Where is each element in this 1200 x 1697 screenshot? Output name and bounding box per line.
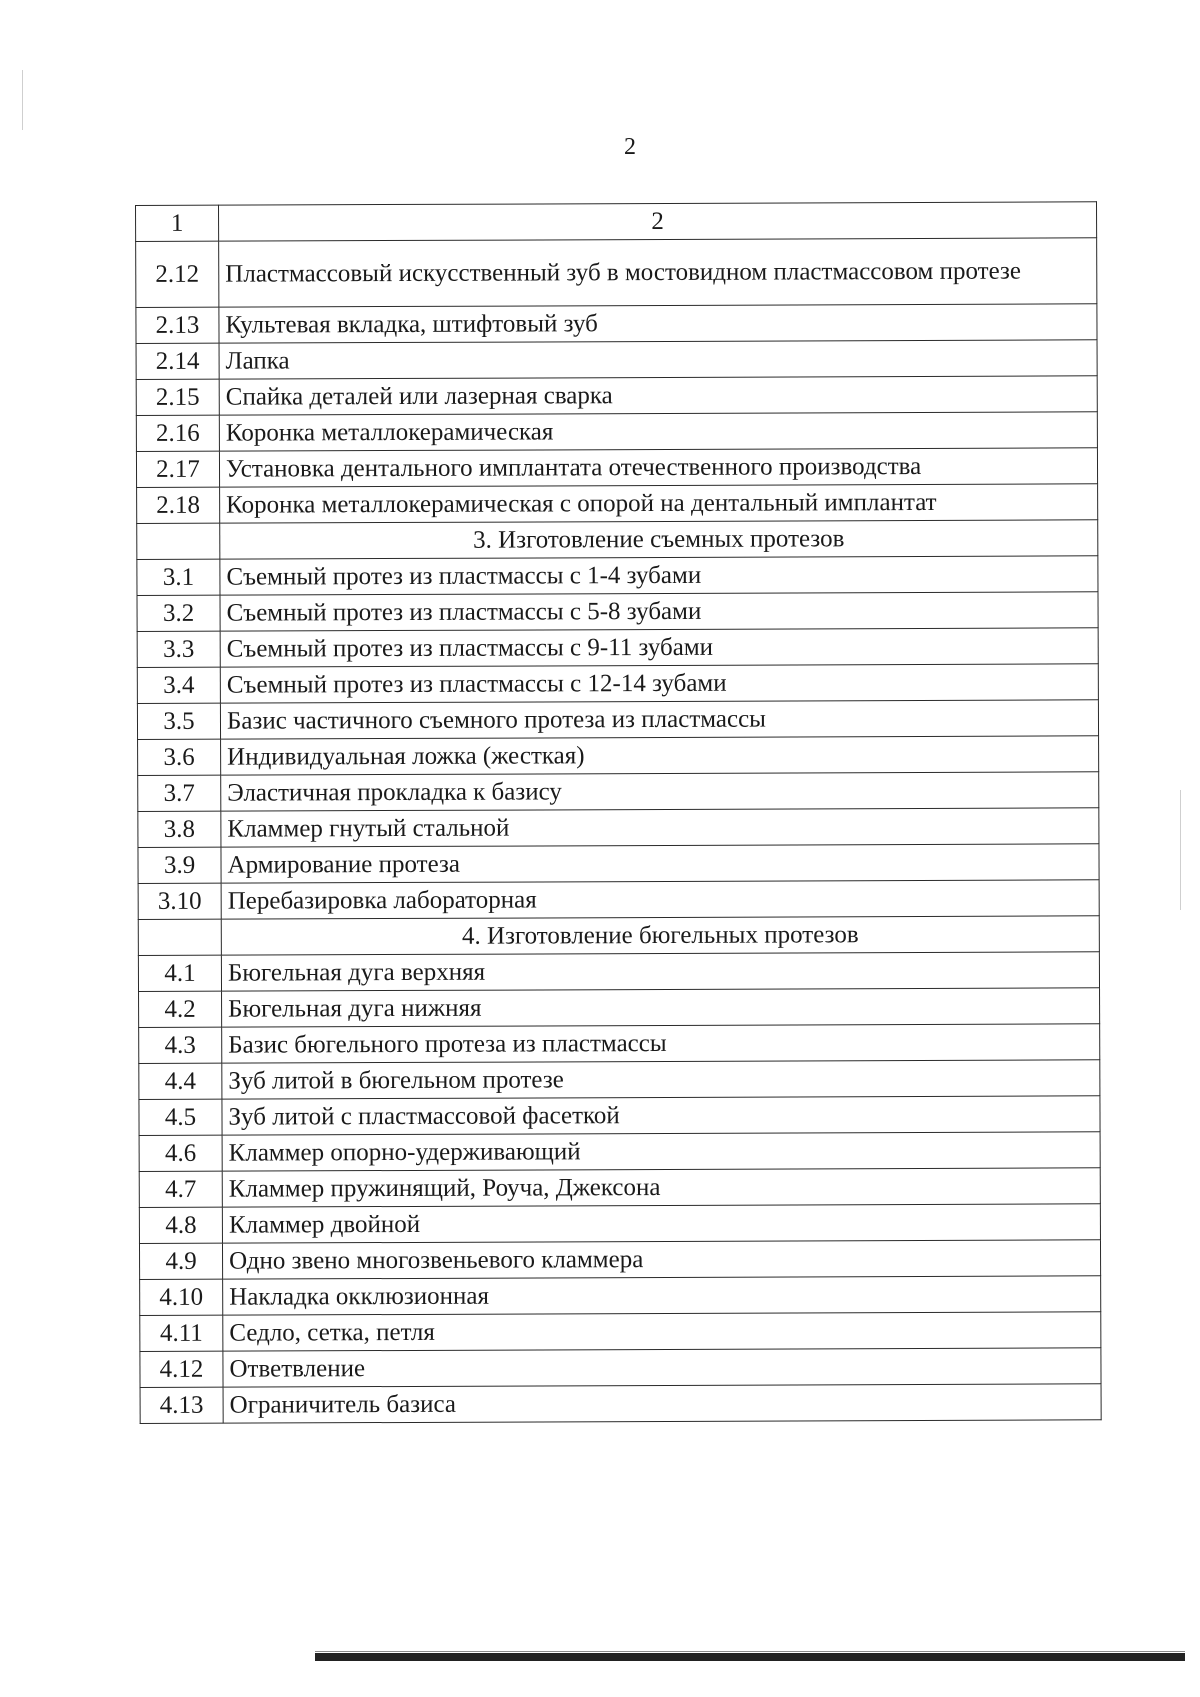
- table-row: [139, 1060, 1100, 1100]
- row-number: 2.13: [136, 307, 219, 343]
- row-number: 4.5: [139, 1099, 222, 1135]
- row-text: Лапка: [219, 340, 1097, 379]
- table-header-row: [136, 202, 1097, 242]
- row-text: Кламмер двойной: [222, 1204, 1100, 1243]
- row-number: 4.6: [139, 1135, 222, 1171]
- row-number: 3.2: [137, 595, 220, 631]
- table-row: [137, 556, 1098, 596]
- row-text: Одно звено многозвеньевого кламмера: [222, 1240, 1100, 1279]
- header-col-2: 2: [219, 202, 1097, 241]
- row-number: 3.7: [138, 775, 221, 811]
- row-number: 4.4: [139, 1063, 222, 1099]
- scan-artifact-bar: [315, 1653, 1185, 1661]
- table-row: [138, 772, 1099, 812]
- section-heading: 4. Изготовление бюгельных протезов: [221, 916, 1099, 955]
- row-number: 3.5: [137, 703, 220, 739]
- row-text: Кламмер опорно-удерживающий: [222, 1132, 1100, 1171]
- row-text: Ответвление: [223, 1348, 1101, 1387]
- row-number: 4.2: [139, 991, 222, 1027]
- table-row: [137, 592, 1098, 632]
- row-number: 4.1: [138, 955, 221, 991]
- table-row: [136, 448, 1097, 488]
- table-row: [136, 340, 1097, 380]
- scan-edge-mark: [1180, 790, 1181, 910]
- table-row: [136, 304, 1097, 344]
- section-heading: 3. Изготовление съемных протезов: [220, 520, 1098, 559]
- table-row: [138, 736, 1099, 776]
- row-text: Коронка металлокерамическая с опорой на дентальный имплантат: [220, 484, 1098, 523]
- row-text: Пластмассовый искусственный зуб в мостовидном пластмассовом протезе: [219, 238, 1097, 307]
- table-row: [140, 1384, 1101, 1424]
- scan-edge-mark: [22, 70, 23, 130]
- row-number: 3.4: [137, 667, 220, 703]
- row-number: 4.7: [139, 1171, 222, 1207]
- row-text: Седло, сетка, петля: [223, 1312, 1101, 1351]
- table-row: [137, 628, 1098, 668]
- section-heading-row: [138, 916, 1099, 956]
- row-number: 2.14: [136, 343, 219, 379]
- row-text: Зуб литой в бюгельном протезе: [222, 1060, 1100, 1099]
- row-number: 2.18: [137, 487, 220, 523]
- row-number: 4.12: [140, 1351, 223, 1387]
- table-row: [139, 1132, 1100, 1172]
- row-number: 4.8: [139, 1207, 222, 1243]
- table-row: [139, 1204, 1100, 1244]
- table-row: [138, 952, 1099, 992]
- row-text: Съемный протез из пластмассы с 12-14 зубами: [220, 664, 1098, 703]
- table-row: [139, 1096, 1100, 1136]
- row-text: Установка дентального имплантата отечественного производства: [219, 448, 1097, 487]
- scan-artifact-line: [315, 1651, 1185, 1652]
- row-text: Коронка металлокерамическая: [219, 412, 1097, 451]
- row-text: Съемный протез из пластмассы с 1-4 зубами: [220, 556, 1098, 595]
- table-row: [138, 808, 1099, 848]
- section-heading-row: [137, 520, 1098, 560]
- row-text: Ограничитель базиса: [223, 1384, 1101, 1423]
- row-text: Бюгельная дуга нижняя: [222, 988, 1100, 1027]
- row-text: Эластичная прокладка к базису: [221, 772, 1099, 811]
- table-row: [138, 844, 1099, 884]
- row-number: 3.9: [138, 847, 221, 883]
- table-row: [139, 1240, 1100, 1280]
- services-table: [135, 201, 1102, 1424]
- table-row: [140, 1348, 1101, 1388]
- row-number: 3.6: [138, 739, 221, 775]
- row-text: Зуб литой с пластмассовой фасеткой: [222, 1096, 1100, 1135]
- row-number: 3.8: [138, 811, 221, 847]
- row-number: [138, 919, 221, 955]
- row-number: 2.12: [136, 241, 219, 307]
- row-number: 2.16: [136, 415, 219, 451]
- table-row: [136, 376, 1097, 416]
- table-row: [139, 1024, 1100, 1064]
- table-row: [137, 700, 1098, 740]
- row-text: Индивидуальная ложка (жесткая): [221, 736, 1099, 775]
- table-row: [140, 1312, 1101, 1352]
- table-row: [136, 238, 1097, 308]
- row-text: Съемный протез из пластмассы с 9-11 зубами: [220, 628, 1098, 667]
- table-row: [137, 484, 1098, 524]
- header-col-1: 1: [136, 205, 219, 241]
- row-number: 4.9: [139, 1243, 222, 1279]
- row-number: 3.10: [138, 883, 221, 919]
- row-text: Перебазировка лабораторная: [221, 880, 1099, 919]
- row-text: Съемный протез из пластмассы с 5-8 зубами: [220, 592, 1098, 631]
- row-text: Базис бюгельного протеза из пластмассы: [222, 1024, 1100, 1063]
- row-number: 3.1: [137, 559, 220, 595]
- table-row: [139, 988, 1100, 1028]
- row-text: Накладка окклюзионная: [223, 1276, 1101, 1315]
- row-text: Базис частичного съемного протеза из пластмассы: [220, 700, 1098, 739]
- row-number: 4.10: [140, 1279, 223, 1315]
- row-number: 2.17: [136, 451, 219, 487]
- row-number: 2.15: [136, 379, 219, 415]
- row-text: Кламмер пружинящий, Роуча, Джексона: [222, 1168, 1100, 1207]
- table-row: [139, 1168, 1100, 1208]
- table-row: [138, 880, 1099, 920]
- row-text: Бюгельная дуга верхняя: [221, 952, 1099, 991]
- row-number: [137, 523, 220, 559]
- page-number: 2: [624, 134, 636, 160]
- row-number: 3.3: [137, 631, 220, 667]
- row-text: Армирование протеза: [221, 844, 1099, 883]
- table-row: [140, 1276, 1101, 1316]
- table-row: [137, 664, 1098, 704]
- row-text: Культевая вкладка, штифтовый зуб: [219, 304, 1097, 343]
- row-text: Кламмер гнутый стальной: [221, 808, 1099, 847]
- row-number: 4.13: [140, 1387, 223, 1423]
- row-text: Спайка деталей или лазерная сварка: [219, 376, 1097, 415]
- row-number: 4.11: [140, 1315, 223, 1351]
- table-row: [136, 412, 1097, 452]
- row-number: 4.3: [139, 1027, 222, 1063]
